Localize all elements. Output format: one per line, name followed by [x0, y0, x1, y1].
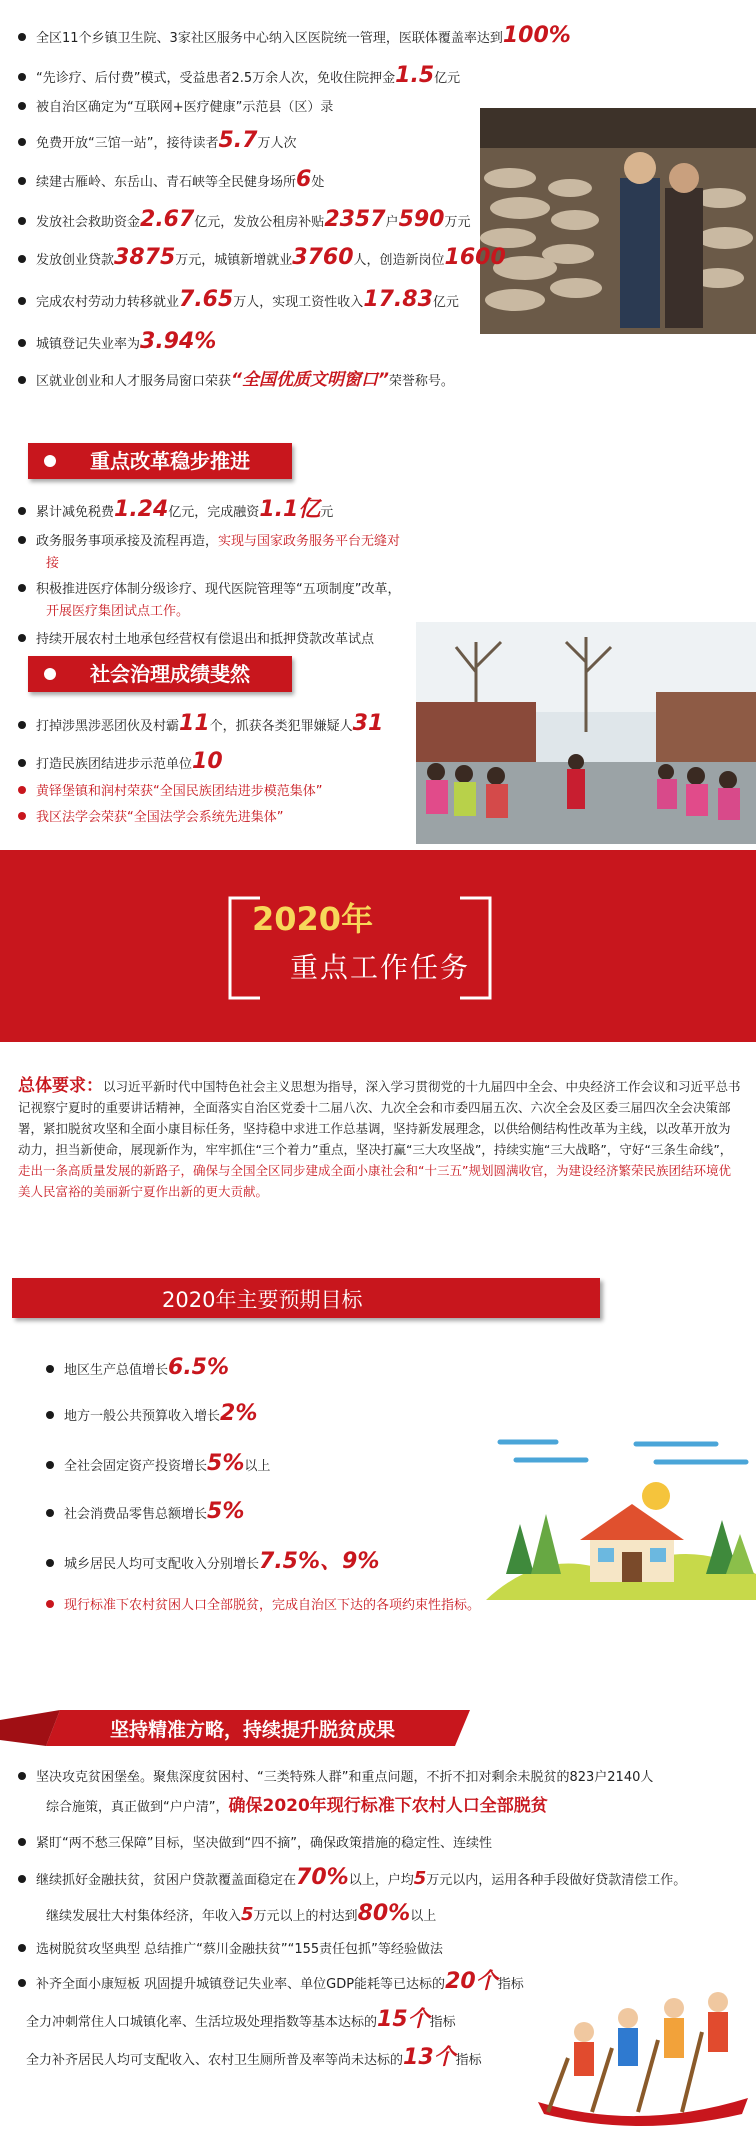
item-highlight: 现行标准下农村贫困人口全部脱贫，完成自治区下达的各项约束性指标。 [64, 1598, 481, 1613]
item-text: 亿元，发放公租房补贴 [194, 215, 325, 230]
bullet-dot-icon [18, 177, 26, 185]
item-unit: 指标 [497, 1977, 524, 1992]
bullet-dot-icon [18, 33, 26, 41]
item-unit: 指标 [455, 2053, 482, 2068]
target-item-1 [46, 1355, 230, 1381]
s2-item-4 [18, 630, 374, 650]
item-unit: 万元 [444, 215, 471, 230]
item-text: 户 [385, 215, 399, 230]
poverty-header [0, 1710, 470, 1746]
item-text: 免费开放“三馆一站”，接待读者 [36, 136, 219, 151]
item-number: 5 [241, 1904, 254, 1925]
item-text: 区就业创业和人才服务局窗口荣获 [36, 374, 232, 389]
s1-item-1 [18, 23, 571, 49]
bullet-dot-icon [18, 102, 26, 110]
targets-header [12, 1278, 600, 1318]
item-unit: 亿元 [434, 71, 461, 86]
item-text: 全社会固定资产投资增长 [64, 1459, 208, 1474]
pov-item-5 [18, 1940, 443, 1960]
item-text: 继续发展壮大村集体经济，年收入 [46, 1909, 242, 1924]
item-text: “先诊疗、后付费”模式，受益患者2.5万余人次，免收住院押金 [36, 71, 396, 86]
village-house-illustration [486, 1424, 756, 1600]
item-number: 3.94% [140, 329, 217, 354]
s1-item-8 [18, 287, 459, 313]
bullet-dot-icon [18, 138, 26, 146]
item-unit: 以上 [244, 1459, 271, 1474]
item-number: 11 [179, 711, 210, 736]
bullet-dot-icon [18, 812, 26, 820]
item-unit: 亿元 [432, 295, 459, 310]
item-number: 6 [296, 167, 312, 192]
bullet-dot-icon [18, 73, 26, 81]
target-item-6 [46, 1596, 480, 1616]
target-item-5 [46, 1549, 380, 1575]
overall-highlight: 走出一条高质量发展的新路子，确保与全国全区同步建成全面小康社会和“十三五”规划圆满收官，为建设经济繁荣民族团结环境优美人民富裕的美丽新宁夏作出新的更大贡献。 [18, 1163, 731, 1199]
s3-item-2 [18, 749, 223, 775]
s2-item-2-cont: 接 [46, 556, 60, 571]
bullet-dot-icon [46, 1365, 54, 1373]
item-number: 10 [192, 749, 223, 774]
item-unit: 以上 [410, 1909, 437, 1924]
item-text: 综合施策，真正做到“户户清”， [46, 1800, 229, 1815]
item-text: 全区11个乡镇卫生院、3家社区服务中心纳入区医院统一管理，医联体覆盖率达到 [36, 31, 503, 46]
bullet-dot-icon [46, 1461, 54, 1469]
bullet-dot-icon [18, 507, 26, 515]
item-text: 城镇登记失业率为 [36, 337, 141, 352]
item-highlight: 黄铎堡镇和润村荣获“全国民族团结进步模范集体” [36, 784, 323, 799]
item-number: 7.65 [179, 287, 234, 312]
item-text: 继续抓好金融扶贫，贫困户贷款覆盖面稳定在 [36, 1873, 297, 1888]
s1-item-2 [18, 63, 461, 89]
item-unit: 万人次 [257, 136, 297, 151]
item-number: 15个 [377, 2007, 430, 2032]
s1-item-5 [18, 167, 325, 193]
item-number: 13个 [403, 2045, 456, 2070]
pov-item-1 [18, 1768, 653, 1788]
bullet-dot-icon [18, 255, 26, 263]
item-text: 万元以上的村达到 [253, 1909, 358, 1924]
item-number: 20个 [445, 1969, 498, 1994]
overall-text: 以习近平新时代中国特色社会主义思想为指导，深入学习贯彻党的十九届四中全会、中央经济工作会议和习近平总书记视察宁夏时的重要讲话精神，全面落实自治区党委十二届八次、九次全会和市委四届五次、六次全会及区委三届四次全会决策部署，紧扣脱贫攻坚和全面小康目标任务，坚持稳中求进工作总基调，坚持新发展理念，以供给侧结构性改革为主线，以改革开放为动力，担当新使命，展现新作为，牢牢抓住“三个着力”重点，坚决打赢“三大攻坚战”，持续实施“三大战略”，守好“三条生命线”， [18, 1079, 741, 1157]
item-number: 1.24 [114, 497, 169, 522]
tag-label: 社会治理成绩斐然 [90, 662, 250, 686]
item-number: 1.5 [395, 63, 435, 88]
item-unit: 指标 [429, 2015, 456, 2030]
pov-item-6 [18, 1969, 524, 1995]
bullet-dot-icon [18, 297, 26, 305]
item-number: 3875 [114, 245, 176, 270]
bullet-dot-icon [46, 1509, 54, 1517]
key-tasks-banner [0, 850, 756, 1042]
item-text: 地区生产总值增长 [64, 1363, 169, 1378]
rowing-team-illustration [528, 1962, 756, 2127]
s1-item-3 [18, 98, 333, 118]
item-text: 补齐全面小康短板 巩固提升城镇登记失业率、单位GDP能耗等已达标的 [36, 1977, 446, 1992]
s1-item-7 [18, 245, 506, 271]
item-text: 荣誉称号。 [388, 374, 454, 389]
item-unit: 处 [311, 175, 325, 190]
bullet-dot-icon [18, 1772, 26, 1780]
item-number: 70% [296, 1865, 349, 1890]
s2-item-2 [18, 532, 400, 552]
item-unit: 元 [320, 505, 334, 520]
s1-item-6 [18, 207, 471, 233]
item-text: 发放社会救助资金 [36, 215, 141, 230]
poverty-header-label: 坚持精准方略，持续提升脱贫成果 [110, 1719, 396, 1741]
item-number: 7.5%、9% [259, 1549, 380, 1574]
item-text: 社会消费品零售总额增长 [64, 1507, 208, 1522]
item-highlight: “全国优质文明窗口” [231, 370, 389, 390]
item-highlight: 我区法学会荣获“全国法学会系统先进集体” [36, 810, 284, 825]
item-number: 31 [352, 711, 384, 736]
tag-dot-icon [44, 455, 56, 467]
item-text: 完成农村劳动力转移就业 [36, 295, 180, 310]
banner-year: 2020年 [252, 900, 374, 938]
item-text: 持续开展农村土地承包经营权有偿退出和抵押贷款改革试点 [36, 632, 375, 647]
item-text: 打造民族团结进步示范单位 [36, 757, 193, 772]
pov-item-2 [18, 1834, 492, 1854]
item-number: 5 [413, 1868, 427, 1889]
item-text: 地方一般公共预算收入增长 [64, 1409, 221, 1424]
s3-item-1 [18, 711, 384, 737]
item-text: 万元以内，运用各种手段做好贷款清偿工作。 [426, 1873, 687, 1888]
s2-item-1 [18, 497, 334, 523]
item-number: 1600 [444, 245, 506, 270]
s1-item-10 [18, 370, 454, 392]
item-number: 6.5% [168, 1355, 230, 1380]
item-number: 1.1亿 [259, 497, 321, 522]
item-number: 2% [220, 1401, 258, 1426]
pov-item-7 [26, 2007, 456, 2033]
community-gathering-photo [416, 622, 756, 844]
item-number: 80% [357, 1901, 411, 1926]
bullet-dot-icon [18, 759, 26, 767]
bullet-dot-icon [18, 339, 26, 347]
item-text: 以上，户均 [348, 1873, 414, 1888]
pov-item-3 [18, 1865, 687, 1891]
item-number: 5% [207, 1499, 245, 1524]
target-item-4 [46, 1499, 245, 1525]
item-text: 选树脱贫攻坚典型 总结推广“蔡川金融扶贫”“155责任包抓”等经验做法 [36, 1942, 443, 1957]
tag-label: 重点改革稳步推进 [90, 449, 250, 473]
bullet-dot-icon [46, 1600, 54, 1608]
item-number: 5% [207, 1451, 245, 1476]
item-number: 3760 [292, 245, 354, 270]
item-number: 2357 [324, 207, 386, 232]
pov-item-4 [46, 1901, 437, 1927]
banner-title: 重点工作任务 [290, 951, 471, 984]
targets-header-label: 2020年主要预期目标 [162, 1288, 363, 1312]
item-text: 城乡居民人均可支配收入分别增长 [64, 1557, 260, 1572]
bullet-dot-icon [18, 721, 26, 729]
item-text: 发放创业贷款 [36, 253, 115, 268]
item-text: 续建古雁岭、东岳山、青石峡等全民健身场所 [36, 175, 297, 190]
item-highlight: 实现与国家政务服务平台无缝对 [218, 534, 401, 549]
item-text: 个，抓获各类犯罪嫌疑人 [209, 719, 353, 734]
item-text: 全力补齐居民人均可支配收入、农村卫生厕所普及率等尚未达标的 [26, 2053, 404, 2068]
item-text: 坚决攻克贫困堡垒。聚焦深度贫困村、“三类特殊人群”和重点问题，不折不扣对剩余未脱贫的823户2140人 [36, 1770, 654, 1785]
bullet-dot-icon [18, 634, 26, 642]
item-number: 2.67 [140, 207, 195, 232]
s2-item-3-cont: 开展医疗集团试点工作。 [46, 604, 190, 619]
s3-item-3 [18, 782, 322, 802]
bullet-dot-icon [18, 536, 26, 544]
bullet-dot-icon [18, 1979, 26, 1987]
target-item-3 [46, 1451, 271, 1477]
bullet-dot-icon [18, 1838, 26, 1846]
s1-item-4 [18, 128, 297, 154]
item-text: 紧盯“两不愁三保障”目标，坚决做到“四不摘”，确保政策措施的稳定性、连续性 [36, 1836, 492, 1851]
item-text: 累计减免税费 [36, 505, 115, 520]
bullet-dot-icon [18, 1944, 26, 1952]
overall-label: 总体要求： [18, 1076, 103, 1096]
item-highlight: 确保2020年现行标准下农村人口全部脱贫 [228, 1796, 548, 1816]
item-number: 590 [398, 207, 445, 232]
item-text: 万人，实现工资性收入 [233, 295, 364, 310]
pov-item-1-cont [46, 1796, 548, 1818]
bullet-dot-icon [46, 1411, 54, 1419]
item-number: 17.83 [363, 287, 433, 312]
s1-item-9 [18, 329, 217, 355]
target-item-2 [46, 1401, 258, 1427]
item-text: 全力冲刺常住人口城镇化率、生活垃圾处理指数等基本达标的 [26, 2015, 378, 2030]
item-text: 打掉涉黑涉恶团伙及村霸 [36, 719, 180, 734]
item-text: 亿元，完成融资 [168, 505, 260, 520]
item-number: 5.7 [218, 128, 258, 153]
item-number: 100% [502, 23, 571, 48]
reform-section-tag [28, 443, 292, 479]
item-text: 政务服务事项承接及流程再造， [36, 534, 219, 549]
pov-item-8 [26, 2045, 482, 2071]
bullet-dot-icon [46, 1559, 54, 1567]
bullet-dot-icon [18, 584, 26, 592]
item-text: 万元，城镇新增就业 [175, 253, 293, 268]
item-text: 人，创造新岗位 [353, 253, 445, 268]
mushroom-greenhouse-photo [480, 108, 756, 344]
bullet-dot-icon [18, 376, 26, 384]
item-text: 积极推进医疗体制分级诊疗、现代医院管理等“五项制度”改革， [36, 582, 401, 597]
s2-item-3 [18, 580, 400, 600]
bullet-dot-icon [18, 786, 26, 794]
bullet-dot-icon [18, 217, 26, 225]
governance-section-tag [28, 656, 292, 692]
overall-requirements [18, 1076, 742, 1202]
tag-dot-icon [44, 668, 56, 680]
item-text: 被自治区确定为“互联网+医疗健康”示范县（区）录 [36, 100, 334, 115]
bullet-dot-icon [18, 1875, 26, 1883]
s3-item-4 [18, 808, 283, 828]
